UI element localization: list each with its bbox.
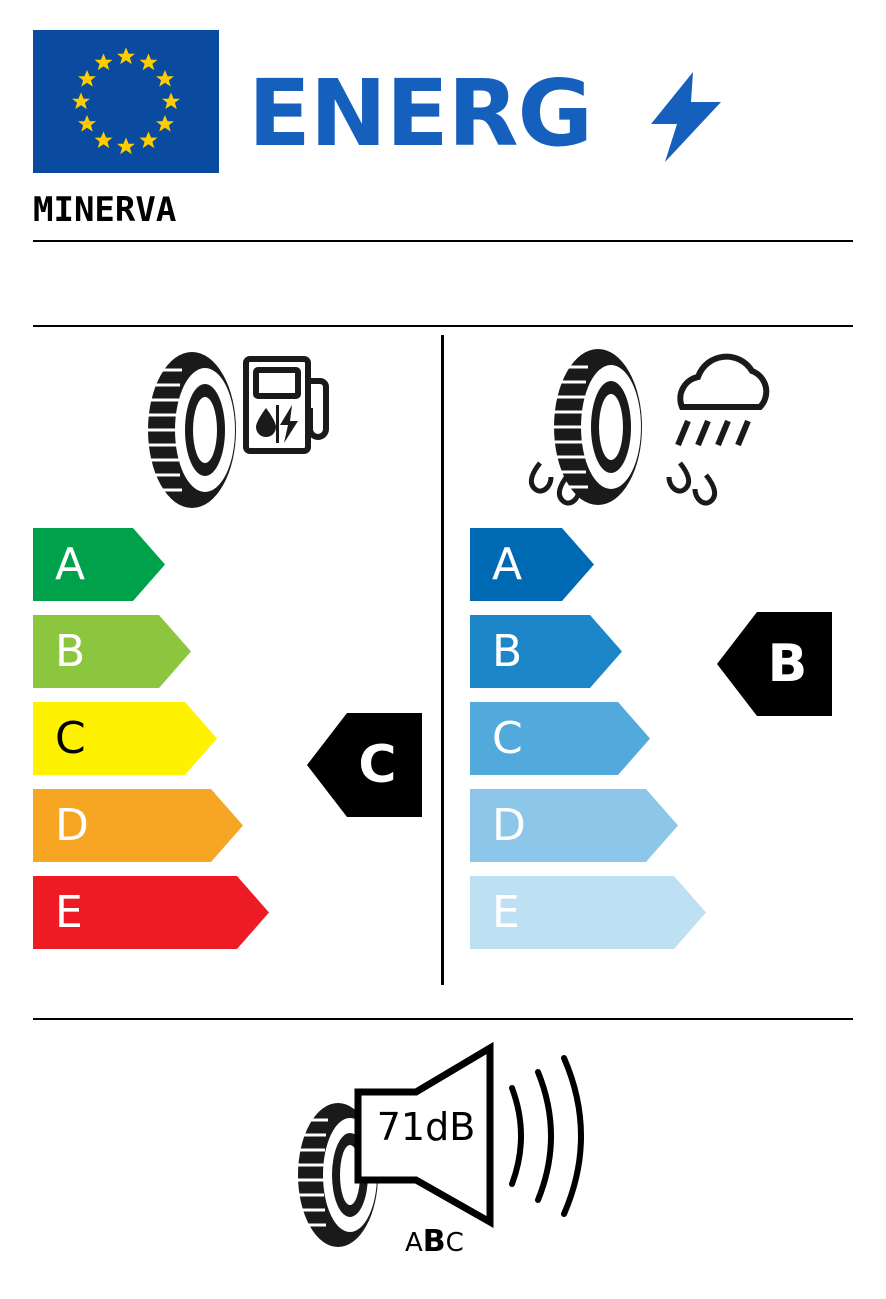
grade-letter: B	[55, 626, 86, 677]
wet-grip-result-letter: B	[767, 634, 808, 694]
wet-grip-result-badge	[717, 612, 832, 716]
grade-letter: A	[55, 539, 86, 590]
fuel-drop-icon	[256, 405, 298, 443]
fuel-efficiency-result-letter: C	[358, 735, 397, 795]
grade-arrow-shape	[470, 528, 594, 601]
grade-letter: E	[55, 887, 83, 938]
noise-value: 71dB	[376, 1105, 476, 1149]
rain-cloud-icon	[678, 357, 766, 445]
tire-icon	[148, 352, 236, 508]
label-header	[33, 30, 853, 175]
divider-vertical	[441, 335, 444, 985]
lightning-bolt-icon	[651, 72, 721, 162]
divider-top	[33, 240, 853, 242]
fuel-efficiency-pictogram	[120, 345, 330, 515]
noise-class-c: C	[445, 1228, 464, 1258]
noise-class-scale	[405, 1224, 464, 1259]
grade-letter: A	[492, 539, 523, 590]
grade-letter: D	[55, 800, 89, 851]
wet-grip-pictogram	[520, 345, 790, 515]
grade-letter: B	[492, 626, 523, 677]
tire-icon	[554, 349, 642, 505]
noise-class-b-selected: B	[422, 1224, 446, 1259]
grade-arrow-shape	[33, 528, 165, 601]
divider-noise	[33, 1018, 853, 1020]
sound-wave-icon	[512, 1058, 581, 1214]
brand-name: MINERVA	[33, 190, 177, 230]
eu-flag	[33, 30, 219, 173]
divider-second	[33, 325, 853, 327]
energ-wordmark: ENERG	[248, 60, 593, 167]
grade-letter: C	[492, 713, 523, 764]
grade-letter: C	[55, 713, 86, 764]
eu-flag-stars	[33, 30, 219, 173]
grade-letter: D	[492, 800, 526, 851]
fuel-efficiency-result-badge	[307, 713, 422, 817]
noise-class-a: A	[405, 1228, 423, 1258]
grade-letter: E	[492, 887, 520, 938]
